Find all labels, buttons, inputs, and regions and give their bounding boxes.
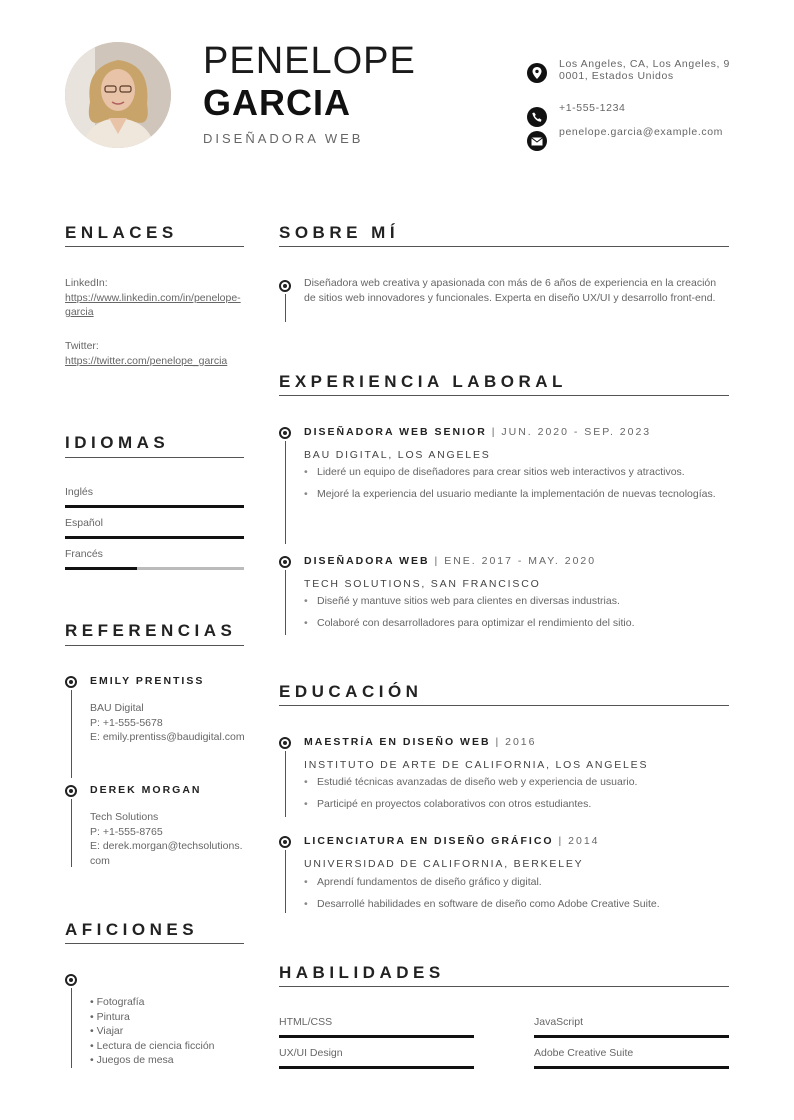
email-text: penelope.garcia@example.com bbox=[559, 126, 724, 138]
hobby-item: • Juegos de mesa bbox=[90, 1054, 174, 1066]
timeline-dot bbox=[279, 737, 291, 749]
phone-icon bbox=[527, 107, 547, 127]
links-divider bbox=[65, 246, 244, 247]
timeline-line bbox=[71, 799, 72, 867]
timeline-line bbox=[71, 690, 72, 778]
reference-email: E: derek.morgan@techsolutions.com bbox=[90, 840, 243, 867]
linkedin-url[interactable]: https://www.linkedin.com/in/penelope-garcia bbox=[65, 291, 241, 318]
references-divider bbox=[65, 645, 244, 646]
links-title: ENLACES bbox=[65, 223, 178, 242]
education-title: EDUCACIÓN bbox=[279, 682, 423, 701]
degree-heading: MAESTRÍA EN DISEÑO WEB | 2016 bbox=[304, 736, 537, 748]
timeline-dot bbox=[279, 280, 291, 292]
languages-title: IDIOMAS bbox=[65, 433, 170, 452]
timeline-dot bbox=[65, 785, 77, 797]
timeline-dot bbox=[279, 836, 291, 848]
education-divider bbox=[279, 705, 729, 706]
bullet-item: • Aprendí fundamentos de diseño gráfico y digital. bbox=[304, 875, 724, 890]
language-bar-fill bbox=[65, 536, 244, 539]
language-bar bbox=[65, 505, 244, 508]
experience-divider bbox=[279, 395, 729, 396]
timeline-dot bbox=[279, 556, 291, 568]
skill-label: JavaScript bbox=[534, 1016, 584, 1028]
job-heading: DISEÑADORA WEB SENIOR | JUN. 2020 - SEP. 2023 bbox=[304, 426, 652, 438]
skill-bar bbox=[534, 1066, 729, 1069]
contact-email bbox=[527, 126, 732, 151]
reference-name: EMILY PRENTISS bbox=[90, 675, 205, 687]
reference-company: Tech Solutions bbox=[90, 811, 159, 823]
experience-title: EXPERIENCIA LABORAL bbox=[279, 372, 567, 391]
language-bar-fill bbox=[65, 567, 137, 570]
job-role: DISEÑADORA WEB bbox=[203, 131, 364, 146]
skill-bar bbox=[279, 1035, 474, 1038]
twitter-label: Twitter: bbox=[65, 340, 99, 352]
hobby-item: • Fotografía bbox=[90, 996, 145, 1008]
job-bullets bbox=[304, 594, 724, 637]
link-twitter bbox=[65, 339, 244, 368]
degree-heading: LICENCIATURA EN DISEÑO GRÁFICO | 2014 bbox=[304, 835, 600, 847]
language-label: Francés bbox=[65, 548, 103, 560]
hobby-item: • Viajar bbox=[90, 1025, 124, 1037]
link-linkedin bbox=[65, 276, 244, 320]
location-pin-icon bbox=[527, 63, 547, 83]
timeline-dot bbox=[65, 974, 77, 986]
bullet-item: • Desarrollé habilidades en software de diseño como Adobe Creative Suite. bbox=[304, 897, 724, 912]
hobbies-list bbox=[90, 995, 250, 1068]
skill-label: Adobe Creative Suite bbox=[534, 1047, 634, 1059]
timeline-line bbox=[285, 850, 286, 913]
languages-divider bbox=[65, 457, 244, 458]
timeline-line bbox=[285, 570, 286, 635]
about-title: SOBRE MÍ bbox=[279, 223, 400, 242]
skills-title: HABILIDADES bbox=[279, 963, 445, 982]
reference-phone: P: +1-555-8765 bbox=[90, 825, 163, 838]
skill-label: UX/UI Design bbox=[279, 1047, 343, 1059]
bullet-item: • Lideré un equipo de diseñadores para crear sitios web interactivos y atractivos. bbox=[304, 465, 724, 480]
about-text: Diseñadora web creativa y apasionada con más de 6 años de experiencia en la creación de sitios web innovadores y funcionales. Experta en diseño UX/UI y desarrollo front-end. bbox=[304, 277, 717, 304]
first-name: PENELOPE bbox=[203, 40, 416, 82]
linkedin-label: LinkedIn: bbox=[65, 277, 108, 289]
envelope-icon bbox=[527, 131, 547, 151]
profile-photo bbox=[65, 42, 171, 148]
bullet-item: • Participé en proyectos colaborativos con otros estudiantes. bbox=[304, 797, 724, 812]
contact-phone bbox=[527, 102, 732, 127]
bullet-item: • Colaboré con desarrolladores para optimizar el rendimiento del sitio. bbox=[304, 616, 724, 631]
hobbies-divider bbox=[65, 943, 244, 944]
school-name: INSTITUTO DE ARTE DE CALIFORNIA, LOS ANGELES bbox=[304, 759, 649, 771]
phone-text: +1-555-1234 bbox=[559, 102, 626, 114]
bullet-item: • Estudié técnicas avanzadas de diseño web y experiencia de usuario. bbox=[304, 775, 724, 790]
reference-phone: P: +1-555-5678 bbox=[90, 716, 163, 729]
timeline-dot bbox=[279, 427, 291, 439]
language-bar-fill bbox=[65, 505, 244, 508]
about-divider bbox=[279, 246, 729, 247]
reference-details bbox=[90, 701, 245, 745]
timeline-dot bbox=[65, 676, 77, 688]
reference-company: BAU Digital bbox=[90, 702, 144, 714]
job-bullets bbox=[304, 465, 724, 508]
language-label: Inglés bbox=[65, 486, 94, 498]
language-bar bbox=[65, 567, 244, 570]
degree-bullets bbox=[304, 875, 724, 918]
hobbies-title: AFICIONES bbox=[65, 920, 199, 939]
degree-bullets bbox=[304, 775, 724, 818]
last-name: GARCIA bbox=[203, 82, 351, 123]
address-text: Los Angeles, CA, Los Angeles, 90001, Estados Unidos bbox=[559, 58, 730, 82]
bullet-item: • Diseñé y mantuve sitios web para clientes en diversas industrias. bbox=[304, 594, 724, 609]
reference-details bbox=[90, 810, 245, 868]
skill-bar bbox=[279, 1066, 474, 1069]
bullet-item: • Mejoré la experiencia del usuario mediante la implementación de nuevas tecnologías. bbox=[304, 487, 724, 502]
skills-divider bbox=[279, 986, 729, 987]
timeline-line bbox=[285, 751, 286, 817]
language-bar bbox=[65, 536, 244, 539]
hobby-item: • Pintura bbox=[90, 1010, 130, 1023]
timeline-line bbox=[285, 441, 286, 544]
reference-name: DEREK MORGAN bbox=[90, 784, 202, 796]
contact-address bbox=[527, 58, 732, 83]
skill-bar bbox=[534, 1035, 729, 1038]
timeline-line bbox=[71, 988, 72, 1068]
timeline-line bbox=[285, 294, 286, 322]
job-heading: DISEÑADORA WEB | ENE. 2017 - MAY. 2020 bbox=[304, 555, 597, 567]
job-company: BAU DIGITAL, LOS ANGELES bbox=[304, 449, 491, 461]
job-company: TECH SOLUTIONS, SAN FRANCISCO bbox=[304, 578, 541, 590]
twitter-url[interactable]: https://twitter.com/penelope_garcia bbox=[65, 354, 228, 367]
skill-label: HTML/CSS bbox=[279, 1016, 333, 1028]
school-name: UNIVERSIDAD DE CALIFORNIA, BERKELEY bbox=[304, 858, 584, 870]
references-title: REFERENCIAS bbox=[65, 621, 237, 640]
hobby-item: • Lectura de ciencia ficción bbox=[90, 1039, 215, 1052]
language-label: Español bbox=[65, 517, 103, 529]
reference-email: E: emily.prentiss@baudigital.com bbox=[90, 731, 245, 743]
